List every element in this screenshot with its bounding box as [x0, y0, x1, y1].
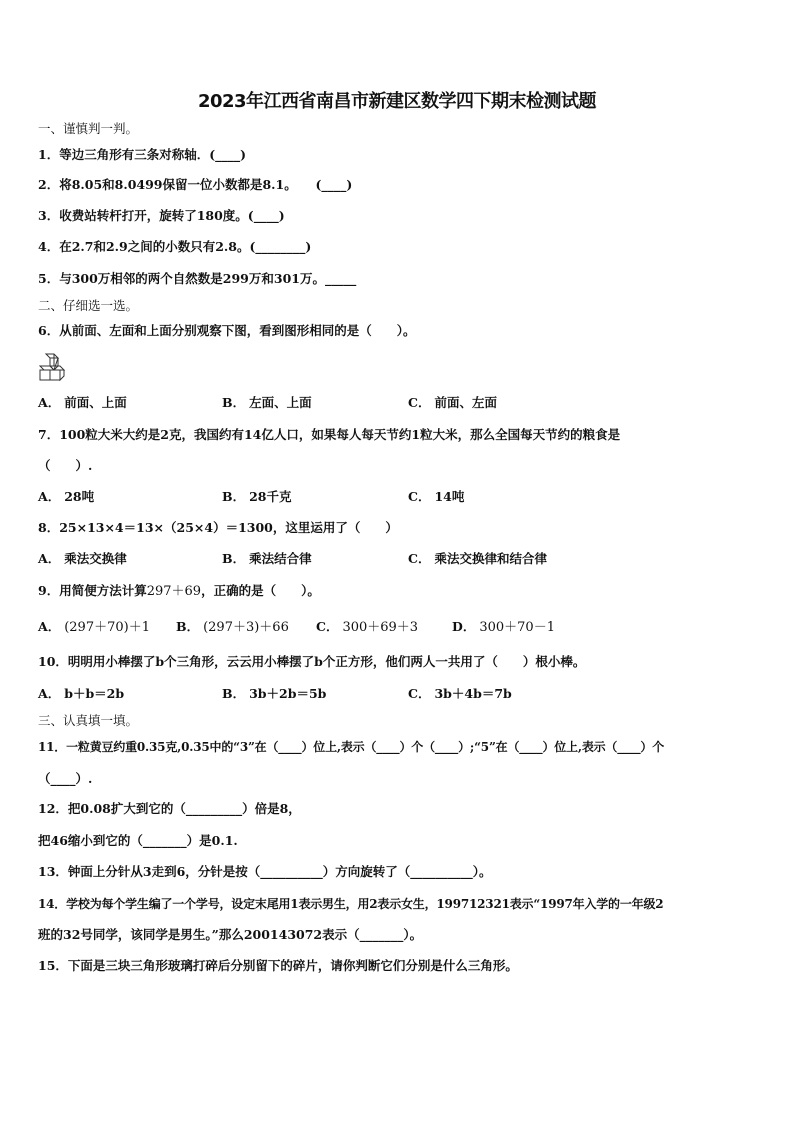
- question-11-line-2: （____）.: [38, 771, 93, 786]
- q7-option-b[interactable]: B． 28千克: [222, 489, 292, 504]
- question-7-line-1: 7．100粒大米大约是2克，我国约有14亿人口，如果每人每天节约1粒大米，那么全国每天节约的粮食是: [38, 427, 621, 442]
- section-heading-3: 三、认真填一填。: [38, 713, 139, 728]
- question-2: 2．将8.05和8.0499保留一位小数都是8.1。 (____): [38, 177, 353, 192]
- q8-option-b[interactable]: B． 乘法结合律: [222, 551, 312, 566]
- q7-option-a[interactable]: A． 28吨: [38, 489, 95, 504]
- q8-option-c[interactable]: C． 乘法交换律和结合律: [408, 551, 547, 566]
- question-14-line-2: 班的32号同学，该同学是男生。”那么200143072表示（_______）。: [38, 927, 423, 942]
- q10-option-a[interactable]: A． b＋b＝2b: [38, 686, 125, 701]
- q10-option-c[interactable]: C． 3b＋4b＝7b: [408, 686, 512, 701]
- question-5: 5．与300万相邻的两个自然数是299万和301万。_____: [38, 271, 357, 286]
- q6-option-a[interactable]: A． 前面、上面: [38, 395, 127, 410]
- question-15: 15．下面是三块三角形玻璃打碎后分别留下的碎片，请你判断它们分别是什么三角形。: [38, 958, 518, 973]
- question-12-line-1: 12．把0.08扩大到它的（_________）倍是8，: [38, 801, 301, 816]
- question-3: 3．收费站转杆打开，旋转了180度。(____): [38, 208, 285, 223]
- section-heading-1: 一、谨慎判一判。: [38, 121, 139, 136]
- question-6: 6．从前面、左面和上面分别观察下图，看到图形相同的是（ ）。: [38, 323, 416, 338]
- q9-option-b[interactable]: B． (297＋3)＋66: [176, 619, 289, 635]
- question-7-line-2: （ ）.: [38, 458, 93, 473]
- question-11-line-1: 11．一粒黄豆约重0.35克,0.35中的“3”在（____）位上,表示（____）个（____）;“5”在（____）位上,表示（____）个: [38, 740, 665, 754]
- question-8: 8．25×13×4＝13×（25×4）＝1300，这里运用了（ ）: [38, 520, 398, 535]
- q9-option-d[interactable]: D． 300＋70－1: [452, 619, 555, 635]
- page-title: 2023年江西省南昌市新建区数学四下期末检测试题: [197, 91, 597, 112]
- q8-option-a[interactable]: A． 乘法交换律: [38, 551, 127, 566]
- question-9: 9．用简便方法计算297＋69，正确的是（ ）。: [38, 583, 320, 599]
- cube-figure-icon: [38, 352, 74, 382]
- question-12-line-2: 把46缩小到它的（_______）是0.1.: [38, 833, 238, 848]
- q9-option-c[interactable]: C． 300＋69＋3: [316, 619, 419, 635]
- q7-option-c[interactable]: C． 14吨: [408, 489, 465, 504]
- question-14-line-1: 14．学校为每个学生编了一个学号，设定末尾用1表示男生，用2表示女生，199712321表示“1997年入学的一年级2: [38, 897, 664, 911]
- question-4: 4．在2.7和2.9之间的小数只有2.8。(________): [38, 239, 312, 254]
- q10-option-b[interactable]: B． 3b＋2b＝5b: [222, 686, 327, 701]
- question-1: 1．等边三角形有三条对称轴．(____): [38, 147, 247, 162]
- q6-option-c[interactable]: C． 前面、左面: [408, 395, 497, 410]
- section-heading-2: 二、仔细选一选。: [38, 298, 139, 313]
- question-13: 13．钟面上分针从3走到6，分针是按（__________）方向旋转了（__________）。: [38, 864, 492, 879]
- question-10: 10．明明用小棒摆了b个三角形，云云用小棒摆了b个正方形，他们两人一共用了（ ）根小棒。: [38, 654, 586, 669]
- q6-option-b[interactable]: B． 左面、上面: [222, 395, 312, 410]
- q9-option-a[interactable]: A． (297＋70)＋1: [38, 619, 150, 635]
